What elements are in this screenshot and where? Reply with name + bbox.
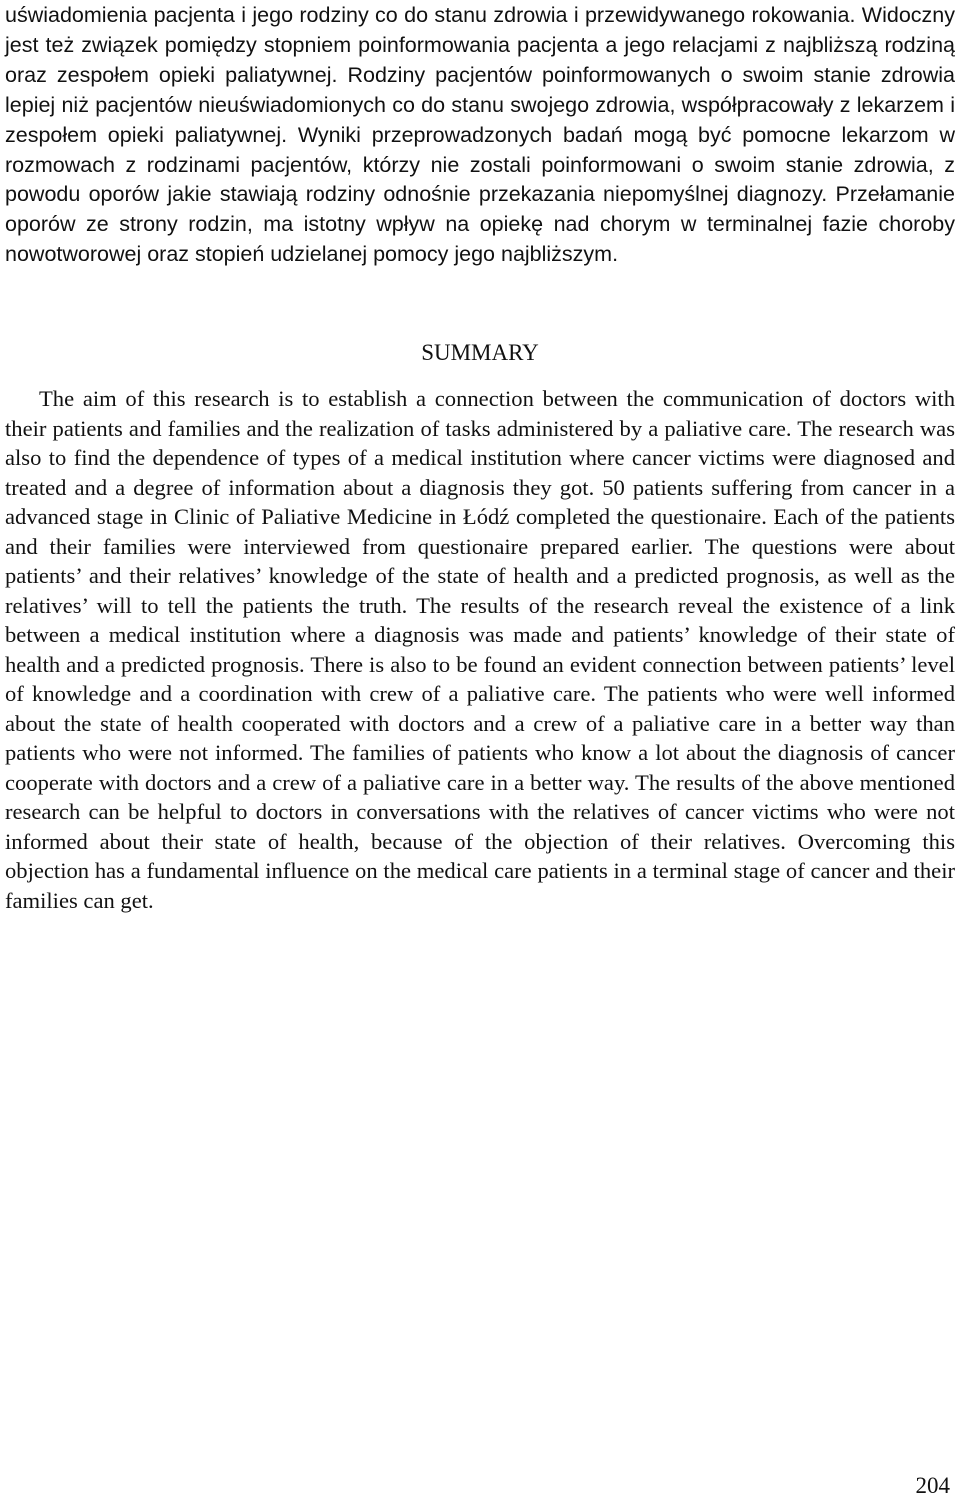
page-number: 204 xyxy=(915,1473,950,1498)
polish-summary-paragraph: uświadomienia pacjenta i jego rodziny co do stanu zdrowia i przewidywanego rokowania. Widoczny jest też związek pomiędzy stopniem poinformowania pacjenta a jego relacjami z najbliższą rodziną oraz zespołem opieki paliatywnej. Rodziny pacjentów poinformowanych o swoim stanie zdrowia lepiej niż pacjentów nieuświadomionych co do stanu swojego zdrowia, współpracowały z lekarzem i zespołem opieki paliatywnej. Wyniki przeprowadzonych badań mogą być pomocne lekarzom w rozmowach z rodzinami pacjentów, którzy nie zostali poinformowani o swoim stanie zdrowia, z powodu oporów jakie stawiają rodziny odnośnie przekazania niepomyślnej diagnozy. Przełamanie oporów ze strony rodzin, ma istotny wpływ na opiekę nad chorym w terminalnej fazie choroby nowotworowej oraz stopień udzielanej pomocy jego najbliższym. xyxy=(5,3,955,267)
summary-heading: SUMMARY xyxy=(421,340,539,365)
document-page xyxy=(5,0,955,1502)
english-summary-paragraph: The aim of this research is to establish a connection between the communication of doctors with their patients and families and the realization of tasks administered by a paliative care. The research was also to find the dependence of types of a medical institution where cancer victims were diagnosed and treated and a degree of information about a diagnosis they got. 50 patients suffering from cancer in a advanced stage in Clinic of Paliative Medicine in Łódź completed the questionaire. Each of the patients and their families were interviewed from questionaire prepared earlier. The questions were about patients’ and their relatives’ knowledge of the state of health and a predicted prognosis, as well as the relatives’ will to tell the patients the truth. The results of the research reveal the existence of a link between a medical institution where a diagnosis was made and patients’ knowledge of their state of health and a predicted prognosis. There is also to be found an evident connection between patients’ level of knowledge and a coordination with crew of a paliative care. The patients who were well informed about the state of health cooperated with doctors and a crew of a paliative care in a better way than patients who were not informed. The families of patients who know a lot about the diagnosis of cancer cooperate with doctors and a crew of a paliative care in a better way. The results of the above mentioned research can be helpful to doctors in conversations with the relatives of cancer victims who were not informed about their state of health, because of the objection of their relatives. Overcoming this objection has a fundamental influence on the medical care patients in a terminal stage of cancer and their families can get. xyxy=(5,386,955,913)
